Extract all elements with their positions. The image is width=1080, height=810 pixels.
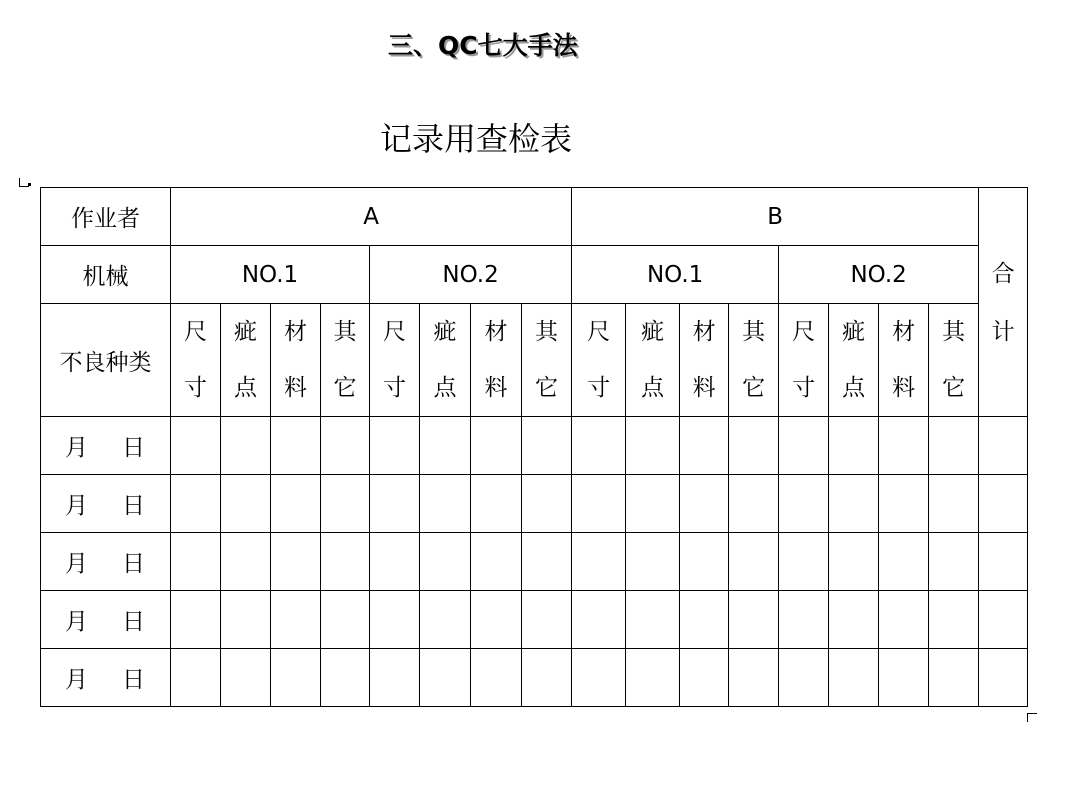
tally-entry-cell[interactable] <box>171 591 221 649</box>
tally-entry-cell[interactable] <box>271 591 321 649</box>
total-entry-cell[interactable] <box>979 533 1028 591</box>
table-anchor-dot <box>28 183 31 186</box>
tally-entry-cell[interactable] <box>171 417 221 475</box>
tally-entry-cell[interactable] <box>779 417 829 475</box>
defect-type-cell <box>420 304 471 417</box>
page-heading: 三、QC七大手法 <box>388 31 578 60</box>
defect-type-cell <box>271 304 321 417</box>
tally-entry-cell[interactable] <box>779 475 829 533</box>
month-label: 月 <box>65 435 88 461</box>
defect-type-char: 其 <box>333 319 357 345</box>
tally-entry-cell[interactable] <box>321 417 370 475</box>
tally-entry-cell[interactable] <box>572 417 626 475</box>
defect-type-char: 材 <box>284 319 307 345</box>
defect-type-char: 尺 <box>383 319 406 345</box>
defect-type-char: 疵 <box>234 319 257 345</box>
tally-entry-cell[interactable] <box>420 417 471 475</box>
tally-entry-cell[interactable] <box>626 591 680 649</box>
tally-entry-cell[interactable] <box>221 649 271 707</box>
tally-entry-cell[interactable] <box>779 649 829 707</box>
tally-entry-cell[interactable] <box>729 649 779 707</box>
tally-entry-cell[interactable] <box>829 533 879 591</box>
tally-entry-cell[interactable] <box>626 649 680 707</box>
defect-type-char: 疵 <box>433 319 457 345</box>
tally-entry-cell[interactable] <box>680 533 729 591</box>
day-label: 日 <box>122 493 145 519</box>
tally-entry-cell[interactable] <box>271 475 321 533</box>
tally-entry-cell[interactable] <box>221 417 271 475</box>
tally-entry-cell[interactable] <box>321 649 370 707</box>
total-char: 合 <box>991 261 1015 287</box>
day-label: 日 <box>122 435 145 461</box>
date-label-cell <box>41 475 171 533</box>
tally-entry-cell[interactable] <box>572 475 626 533</box>
tally-entry-cell[interactable] <box>420 649 471 707</box>
defect-type-char: 寸 <box>184 375 207 401</box>
tally-entry-cell[interactable] <box>929 533 979 591</box>
tally-entry-cell[interactable] <box>929 417 979 475</box>
tally-entry-cell[interactable] <box>929 591 979 649</box>
header-row-operator <box>41 188 1028 246</box>
date-label-cell <box>41 591 171 649</box>
tally-entry-cell[interactable] <box>420 533 471 591</box>
defect-type-cell <box>370 304 420 417</box>
defect-type-char: 点 <box>641 375 665 401</box>
tally-entry-cell[interactable] <box>626 475 680 533</box>
check-sheet-table <box>40 187 1028 707</box>
tally-entry-cell[interactable] <box>680 591 729 649</box>
date-row <box>41 475 1028 533</box>
defect-type-cell <box>572 304 626 417</box>
tally-entry-cell[interactable] <box>729 417 779 475</box>
tally-entry-cell[interactable] <box>271 417 321 475</box>
date-row <box>41 591 1028 649</box>
tally-entry-cell[interactable] <box>471 417 522 475</box>
defect-type-cell <box>879 304 929 417</box>
machine-cell: NO.1 <box>171 246 370 304</box>
defect-type-cell <box>471 304 522 417</box>
total-entry-cell[interactable] <box>979 475 1028 533</box>
machine-cell: NO.1 <box>572 246 779 304</box>
machine-cell: NO.2 <box>370 246 572 304</box>
tally-entry-cell[interactable] <box>829 591 879 649</box>
tally-entry-cell[interactable] <box>370 475 420 533</box>
defect-type-cell <box>171 304 221 417</box>
tally-entry-cell[interactable] <box>829 475 879 533</box>
header-row-machine <box>41 246 1028 304</box>
tally-entry-cell[interactable] <box>370 649 420 707</box>
tally-entry-cell[interactable] <box>321 591 370 649</box>
day-label: 日 <box>122 667 145 693</box>
tally-entry-cell[interactable] <box>729 591 779 649</box>
date-label-cell <box>41 533 171 591</box>
defect-type-char: 寸 <box>792 375 816 401</box>
month-label: 月 <box>65 493 88 519</box>
header-row-defect-type <box>41 304 1028 417</box>
total-entry-cell[interactable] <box>979 649 1028 707</box>
date-label-cell <box>41 649 171 707</box>
defect-label-cell: 不良种类 <box>41 304 171 417</box>
date-row <box>41 533 1028 591</box>
tally-entry-cell[interactable] <box>471 591 522 649</box>
tally-entry-cell[interactable] <box>221 475 271 533</box>
tally-entry-cell[interactable] <box>321 533 370 591</box>
tally-entry-cell[interactable] <box>370 533 420 591</box>
tally-entry-cell[interactable] <box>572 649 626 707</box>
month-label: 月 <box>65 667 88 693</box>
defect-type-char: 料 <box>892 375 916 401</box>
tally-entry-cell[interactable] <box>879 475 929 533</box>
tally-entry-cell[interactable] <box>370 591 420 649</box>
tally-entry-cell[interactable] <box>879 591 929 649</box>
defect-type-cell <box>829 304 879 417</box>
tally-entry-cell[interactable] <box>420 591 471 649</box>
defect-type-cell <box>626 304 680 417</box>
defect-type-char: 寸 <box>587 375 611 401</box>
tally-entry-cell[interactable] <box>626 533 680 591</box>
defect-type-cell <box>321 304 370 417</box>
machine-label-cell: 机械 <box>41 246 171 304</box>
defect-type-char: 疵 <box>641 319 665 345</box>
tally-entry-cell[interactable] <box>471 475 522 533</box>
defect-type-cell <box>522 304 572 417</box>
tally-entry-cell[interactable] <box>929 475 979 533</box>
day-label: 日 <box>122 551 145 577</box>
defect-type-char: 材 <box>484 319 508 345</box>
defect-type-cell <box>779 304 829 417</box>
defect-type-char: 寸 <box>383 375 406 401</box>
defect-type-char: 它 <box>333 375 357 401</box>
defect-type-char: 尺 <box>792 319 816 345</box>
defect-type-char: 其 <box>535 319 559 345</box>
tally-entry-cell[interactable] <box>829 649 879 707</box>
defect-type-char: 它 <box>742 375 766 401</box>
date-label-cell <box>41 417 171 475</box>
table-title: 记录用查检表 <box>380 120 573 158</box>
defect-type-char: 它 <box>535 375 559 401</box>
tally-entry-cell[interactable] <box>929 649 979 707</box>
defect-type-char: 点 <box>234 375 257 401</box>
tally-entry-cell[interactable] <box>572 591 626 649</box>
tally-entry-cell[interactable] <box>522 591 572 649</box>
operator-label-cell: 作业者 <box>41 188 171 246</box>
tally-entry-cell[interactable] <box>420 475 471 533</box>
total-char: 计 <box>991 319 1015 345</box>
total-entry-cell[interactable] <box>979 591 1028 649</box>
tally-entry-cell[interactable] <box>680 475 729 533</box>
defect-type-char: 材 <box>692 319 716 345</box>
defect-type-char: 料 <box>284 375 307 401</box>
tally-entry-cell[interactable] <box>829 417 879 475</box>
defect-type-cell <box>680 304 729 417</box>
defect-type-char: 其 <box>742 319 766 345</box>
tally-entry-cell[interactable] <box>471 533 522 591</box>
tally-entry-cell[interactable] <box>680 417 729 475</box>
tally-entry-cell[interactable] <box>680 649 729 707</box>
defect-type-char: 料 <box>484 375 508 401</box>
tally-entry-cell[interactable] <box>879 417 929 475</box>
tally-entry-cell[interactable] <box>729 533 779 591</box>
machine-cell: NO.2 <box>779 246 979 304</box>
tally-entry-cell[interactable] <box>171 533 221 591</box>
total-header-cell <box>979 188 1028 417</box>
tally-entry-cell[interactable] <box>370 417 420 475</box>
defect-type-char: 疵 <box>842 319 866 345</box>
defect-type-cell <box>221 304 271 417</box>
tally-entry-cell[interactable] <box>779 533 829 591</box>
operator-b-cell: B <box>572 188 979 246</box>
month-label: 月 <box>65 551 88 577</box>
total-entry-cell[interactable] <box>979 417 1028 475</box>
tally-entry-cell[interactable] <box>626 417 680 475</box>
tally-entry-cell[interactable] <box>879 649 929 707</box>
date-row <box>41 417 1028 475</box>
defect-type-char: 其 <box>942 319 966 345</box>
tally-entry-cell[interactable] <box>779 591 829 649</box>
defect-type-cell <box>729 304 779 417</box>
tally-entry-cell[interactable] <box>321 475 370 533</box>
defect-type-char: 料 <box>692 375 716 401</box>
defect-type-char: 点 <box>433 375 457 401</box>
defect-type-char: 材 <box>892 319 916 345</box>
table-end-mark <box>1027 713 1037 722</box>
month-label: 月 <box>65 609 88 635</box>
day-label: 日 <box>122 609 145 635</box>
tally-entry-cell[interactable] <box>271 649 321 707</box>
defect-type-char: 尺 <box>184 319 207 345</box>
tally-entry-cell[interactable] <box>522 649 572 707</box>
defect-type-char: 点 <box>842 375 866 401</box>
tally-entry-cell[interactable] <box>271 533 321 591</box>
tally-entry-cell[interactable] <box>221 591 271 649</box>
tally-entry-cell[interactable] <box>221 533 271 591</box>
tally-entry-cell[interactable] <box>522 417 572 475</box>
defect-type-char: 它 <box>942 375 966 401</box>
tally-entry-cell[interactable] <box>171 475 221 533</box>
defect-type-char: 尺 <box>587 319 611 345</box>
operator-a-cell: A <box>171 188 572 246</box>
tally-entry-cell[interactable] <box>522 533 572 591</box>
tally-entry-cell[interactable] <box>171 649 221 707</box>
tally-entry-cell[interactable] <box>471 649 522 707</box>
tally-entry-cell[interactable] <box>879 533 929 591</box>
defect-type-cell <box>929 304 979 417</box>
tally-entry-cell[interactable] <box>572 533 626 591</box>
tally-entry-cell[interactable] <box>522 475 572 533</box>
date-row <box>41 649 1028 707</box>
tally-entry-cell[interactable] <box>729 475 779 533</box>
